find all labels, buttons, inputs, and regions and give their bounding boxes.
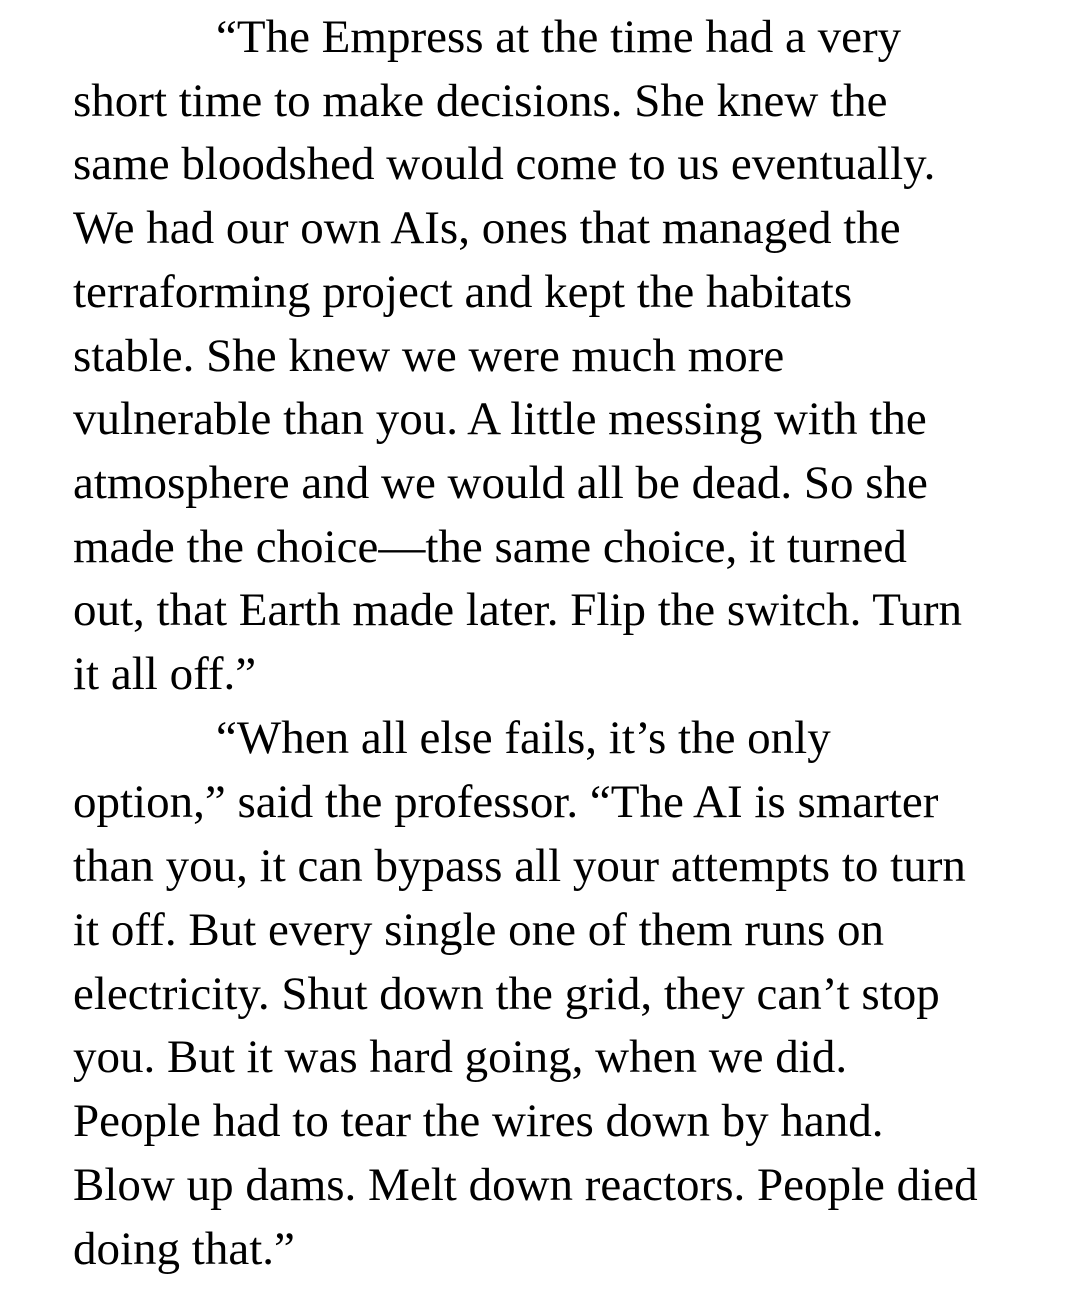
text-line: “The Empress at the time had a very (216, 11, 902, 63)
text-line: you. But it was hard going, when we did. (73, 1031, 848, 1083)
text-line: Blow up dams. Melt down reactors. People died (73, 1159, 978, 1211)
text-line: option,” said the professor. “The AI is smarter (73, 776, 939, 828)
text-line: than you, it can bypass all your attempts to turn (73, 840, 966, 892)
text-line: out, that Earth made later. Flip the switch. Turn (73, 584, 962, 636)
text-line: same bloodshed would come to us eventually. (73, 138, 936, 190)
text-line: electricity. Shut down the grid, they can’t stop (73, 968, 940, 1020)
text-line: terraforming project and kept the habitats (73, 266, 853, 318)
text-line: We had our own AIs, ones that managed the (73, 202, 901, 254)
text-line: short time to make decisions. She knew the (73, 75, 888, 127)
text-line: made the choice—the same choice, it turned (73, 521, 907, 573)
text-line: it off. But every single one of them runs on (73, 904, 885, 956)
text-line: it all off.” (73, 648, 257, 700)
text-line: vulnerable than you. A little messing with the (73, 393, 927, 445)
text-line: doing that.” (73, 1223, 295, 1275)
text-line: People had to tear the wires down by hand. (73, 1095, 884, 1147)
text-line: stable. She knew we were much more (73, 330, 785, 382)
text-line: “When all else fails, it’s the only (216, 712, 831, 764)
text-line: atmosphere and we would all be dead. So she (73, 457, 928, 509)
